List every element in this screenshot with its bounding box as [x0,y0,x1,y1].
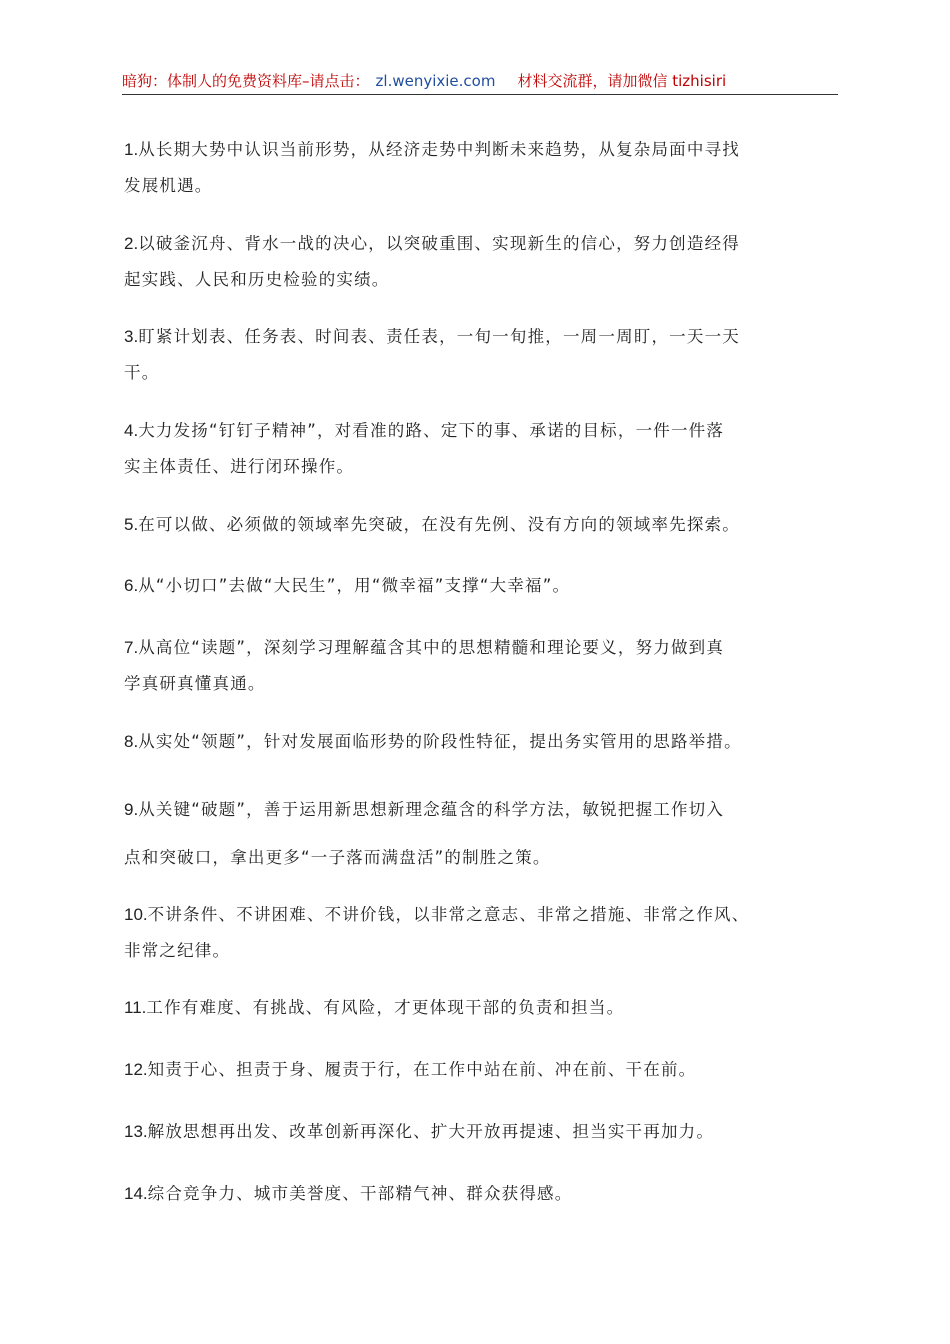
item-number: 4. [124,421,139,440]
header-site-link[interactable]: zl.wenyixie.com [375,72,496,90]
item-text: 盯紧计划表、任务表、时间表、责任表，一旬一旬推，一周一周盯，一天一天 [138,327,740,346]
line-1 [124,1176,840,1212]
item-text: 从高位“读题”，深刻学习理解蕴含其中的思想精髓和理论要义，努力做到真 [138,638,725,657]
line-2: 非常之纪律。 [124,941,231,960]
list-item [124,897,840,969]
item-text: 大力发扬“钉钉子精神”，对看准的路、定下的事、承诺的目标，一件一件落 [138,421,725,440]
item-number: 9. [124,800,139,819]
item-number: 10. [124,905,148,924]
item-text: 综合竞争力、城市美誉度、干部精气神、群众获得感。 [147,1184,573,1203]
item-text: 从关键“破题”，善于运用新思想新理念蕴含的科学方法，敏锐把握工作切入 [138,800,725,819]
line-2: 起实践、人民和历史检验的实绩。 [124,270,390,289]
line-1 [124,319,840,355]
header-group-info: 材料交流群，请加微信 tizhisiri [517,72,727,90]
item-number: 8. [124,732,139,751]
list-item [124,132,840,204]
line-2: 干。 [124,363,160,382]
item-text: 知责于心、担责于身、履责于行，在工作中站在前、冲在前、干在前。 [147,1060,697,1079]
line-2: 发展机遇。 [124,176,213,195]
item-number: 1. [124,140,139,159]
line-1 [124,226,840,262]
page-header [122,70,838,95]
item-text: 解放思想再出发、改革创新再深化、扩大开放再提速、担当实干再加力。 [147,1122,715,1141]
line-1 [124,630,840,666]
list-item [124,319,840,391]
item-text: 不讲条件、不讲困难、不讲价钱，以非常之意志、非常之措施、非常之作风、 [147,905,750,924]
item-number: 12. [124,1060,148,1079]
list-item [124,1052,840,1088]
list-item [124,786,840,882]
header-brand: 暗狗：体制人的免费资料库 [122,72,303,90]
item-text: 在可以做、必须做的领域率先突破，在没有先例、没有方向的领域率先探索。 [138,515,740,534]
line-2: 学真研真懂真通。 [124,674,266,693]
item-number: 2. [124,234,139,253]
line-1 [124,507,840,543]
list-item [124,568,840,604]
line-2: 点和突破口，拿出更多“一子落而满盘活”的制胜之策。 [124,848,551,867]
list-item [124,630,840,702]
item-number: 5. [124,515,139,534]
line-1 [124,568,840,604]
item-text: 从“小切口”去做“大民生”，用“微幸福”支撑“大幸福”。 [138,576,571,595]
line-1 [124,990,840,1026]
item-number: 7. [124,638,139,657]
line-1 [124,724,840,760]
item-number: 6. [124,576,139,595]
line-1 [124,1052,840,1088]
line-1 [124,897,840,933]
list-item [124,1114,840,1150]
header-prompt: –请点击： [302,72,370,90]
item-number: 3. [124,327,139,346]
line-1 [124,786,840,834]
line-1 [124,413,840,449]
list-item [124,724,840,760]
line-1 [124,132,840,168]
item-text: 以破釜沉舟、背水一战的决心，以突破重围、实现新生的信心，努力创造经得 [138,234,740,253]
list-item [124,507,840,543]
list-item [124,413,840,485]
line-1 [124,1114,840,1150]
list-item [124,1176,840,1212]
item-number: 14. [124,1184,148,1203]
list-item [124,990,840,1026]
item-number: 13. [124,1122,148,1141]
item-text: 从实处“领题”，针对发展面临形势的阶段性特征，提出务实管用的思路举措。 [138,732,742,751]
list-item [124,226,840,298]
item-text: 工作有难度、有挑战、有风险，才更体现干部的负责和担当。 [146,998,625,1017]
item-number: 11. [124,998,147,1017]
line-2: 实主体责任、进行闭环操作。 [124,457,355,476]
item-text: 从长期大势中认识当前形势，从经济走势中判断未来趋势，从复杂局面中寻找 [138,140,740,159]
